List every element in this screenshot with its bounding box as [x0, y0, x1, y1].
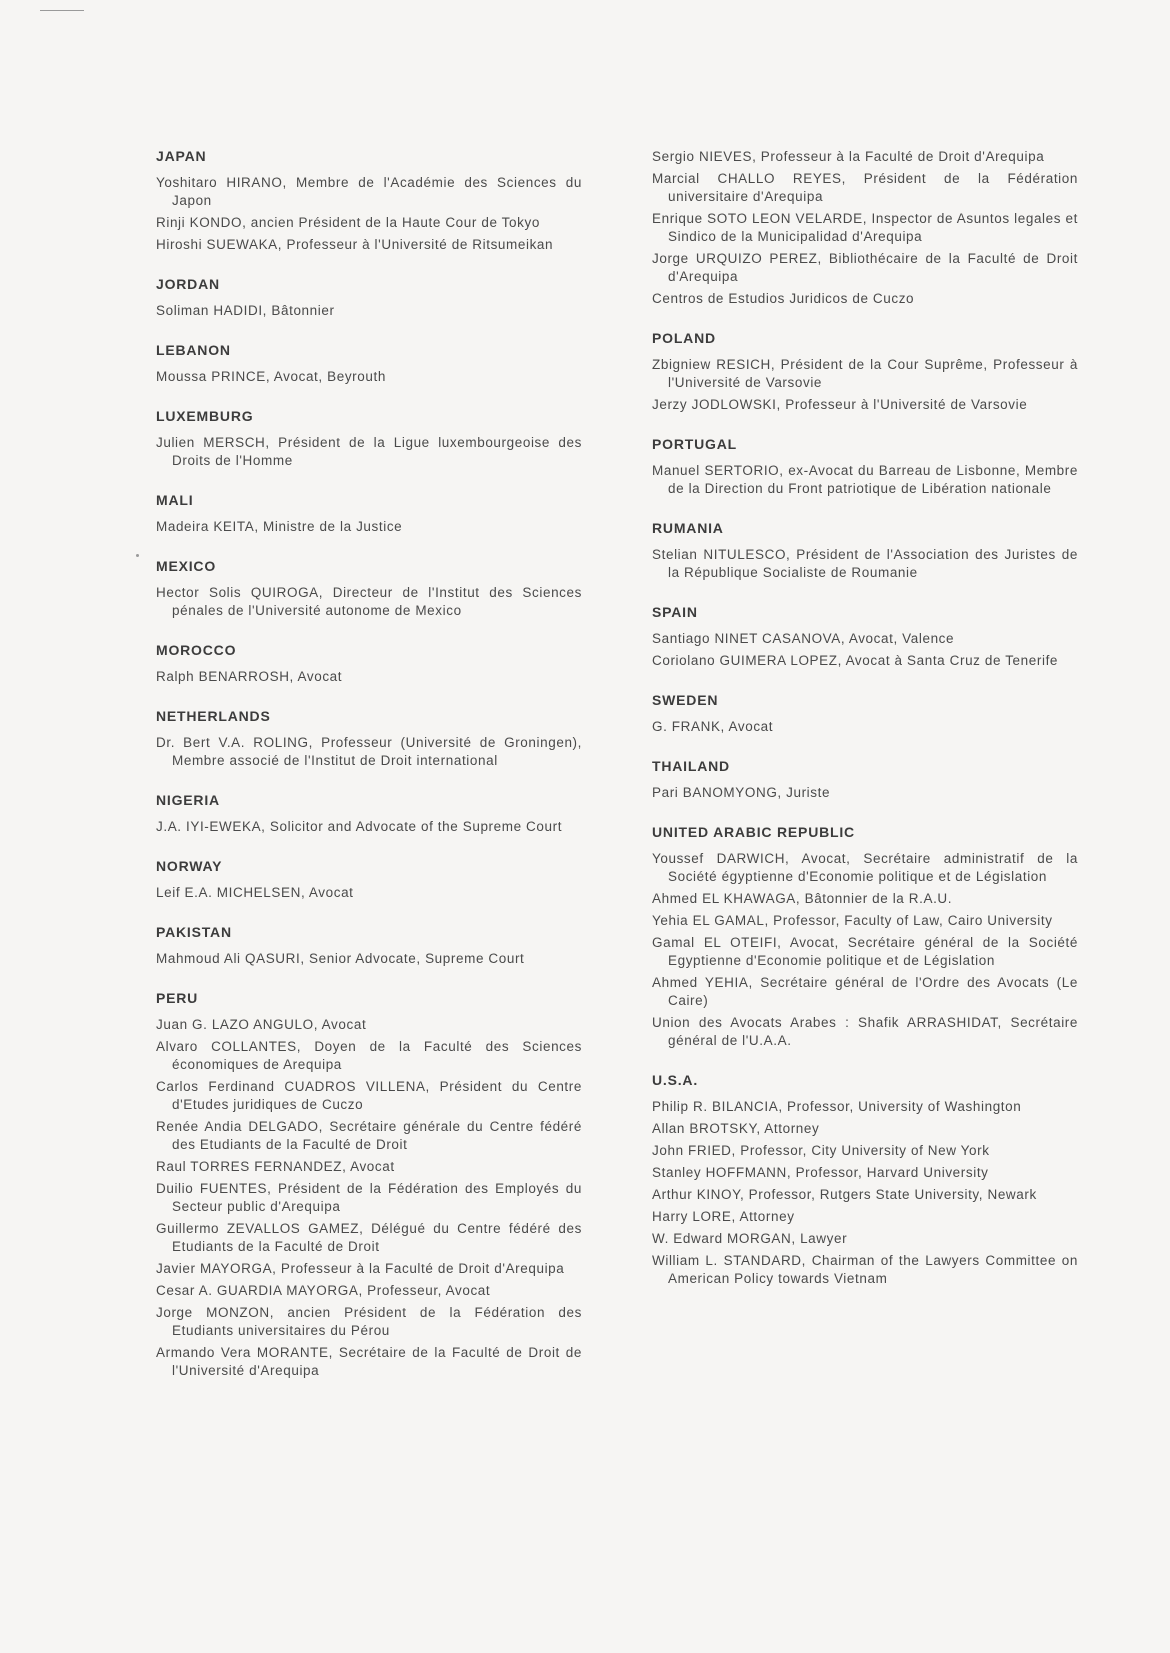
- member-entry: Mahmoud Ali QASURI, Senior Advocate, Supreme Court: [156, 951, 525, 966]
- member-entry: Sergio NIEVES, Professeur à la Faculté de Droit d'Arequipa: [652, 149, 1045, 164]
- country-heading: MOROCCO: [156, 642, 237, 658]
- country-heading: MALI: [156, 492, 194, 508]
- country-section: [652, 824, 1078, 1050]
- right-column: [652, 148, 1078, 1310]
- country-section: [156, 858, 582, 902]
- country-heading: NETHERLANDS: [156, 708, 271, 724]
- member-entry: Allan BROTSKY, Attorney: [652, 1121, 820, 1136]
- member-entry: Renée Andia DELGADO, Secrétaire générale du Centre fédéré des Etudiants de la Faculté de Droit: [156, 1119, 582, 1152]
- country-heading: THAILAND: [652, 758, 730, 774]
- country-section: [652, 330, 1078, 414]
- country-heading: JAPAN: [156, 148, 207, 164]
- country-section: [156, 642, 582, 686]
- country-section: [156, 924, 582, 968]
- country-section: [652, 1072, 1078, 1288]
- country-section: [156, 342, 582, 386]
- member-entry: Jorge URQUIZO PEREZ, Bibliothécaire de la Faculté de Droit d'Arequipa: [652, 251, 1078, 284]
- member-entry: Juan G. LAZO ANGULO, Avocat: [156, 1017, 367, 1032]
- country-section: [156, 148, 582, 254]
- member-entry: Manuel SERTORIO, ex-Avocat du Barreau de Lisbonne, Membre de la Direction du Front patriotique de Libération nationale: [652, 463, 1078, 496]
- country-section: [156, 990, 582, 1380]
- country-heading: NIGERIA: [156, 792, 220, 808]
- member-entry: Madeira KEITA, Ministre de la Justice: [156, 519, 403, 534]
- country-heading: PORTUGAL: [652, 436, 737, 452]
- member-entry: Julien MERSCH, Président de la Ligue luxembourgeoise des Droits de l'Homme: [156, 435, 582, 468]
- member-entry: William L. STANDARD, Chairman of the Lawyers Committee on American Policy towards Vietnam: [652, 1253, 1078, 1286]
- member-entry: Duilio FUENTES, Président de la Fédération des Employés du Secteur public d'Arequipa: [156, 1181, 582, 1214]
- member-entry: Alvaro COLLANTES, Doyen de la Faculté des Sciences économiques de Arequipa: [156, 1039, 582, 1072]
- country-section: [652, 604, 1078, 670]
- country-section: [156, 408, 582, 470]
- country-heading: POLAND: [652, 330, 716, 346]
- member-entry: Armando Vera MORANTE, Secrétaire de la Faculté de Droit de l'Université d'Arequipa: [156, 1345, 582, 1378]
- member-entry: John FRIED, Professor, City University of New York: [652, 1143, 990, 1158]
- member-entry: Raul TORRES FERNANDEZ, Avocat: [156, 1159, 395, 1174]
- country-heading: JORDAN: [156, 276, 220, 292]
- country-heading: LUXEMBURG: [156, 408, 254, 424]
- country-section: [156, 792, 582, 836]
- member-entry: Yoshitaro HIRANO, Membre de l'Académie des Sciences du Japon: [156, 175, 582, 208]
- member-entry: Union des Avocats Arabes : Shafik ARRASHIDAT, Secrétaire général de l'U.A.A.: [652, 1015, 1078, 1048]
- country-heading: SWEDEN: [652, 692, 719, 708]
- member-entry: Pari BANOMYONG, Juriste: [652, 785, 831, 800]
- member-entry: Marcial CHALLO REYES, Président de la Fédération universitaire d'Arequipa: [652, 171, 1078, 204]
- country-heading: LEBANON: [156, 342, 231, 358]
- member-entry: Carlos Ferdinand CUADROS VILLENA, Président du Centre d'Etudes juridiques de Cuczo: [156, 1079, 582, 1112]
- country-heading: SPAIN: [652, 604, 698, 620]
- scan-mark: [40, 10, 84, 11]
- country-section: [652, 436, 1078, 498]
- member-entry: G. FRANK, Avocat: [652, 719, 774, 734]
- country-heading: MEXICO: [156, 558, 217, 574]
- scan-dot: [136, 554, 139, 557]
- country-section: [652, 758, 1078, 802]
- country-section: [156, 558, 582, 620]
- country-section: [156, 492, 582, 536]
- country-section: [156, 276, 582, 320]
- member-entry: Jorge MONZON, ancien Président de la Fédération des Etudiants universitaires du Pérou: [156, 1305, 582, 1338]
- member-entry: Stanley HOFFMANN, Professor, Harvard University: [652, 1165, 989, 1180]
- member-entry: Gamal EL OTEIFI, Avocat, Secrétaire général de la Société Egyptienne d'Economie politique et de Législation: [652, 935, 1078, 968]
- country-heading: RUMANIA: [652, 520, 724, 536]
- member-entry: Stelian NITULESCO, Président de l'Association des Juristes de la République Socialiste de Roumanie: [652, 547, 1078, 580]
- member-entry: Leif E.A. MICHELSEN, Avocat: [156, 885, 354, 900]
- country-heading: PERU: [156, 990, 199, 1006]
- country-section: [156, 708, 582, 770]
- country-heading: UNITED ARABIC REPUBLIC: [652, 824, 855, 840]
- member-entry: Hector Solis QUIROGA, Directeur de l'Institut des Sciences pénales de l'Université autonome de Mexico: [156, 585, 582, 618]
- member-entry: Arthur KINOY, Professor, Rutgers State University, Newark: [652, 1187, 1037, 1202]
- member-entry: Javier MAYORGA, Professeur à la Faculté de Droit d'Arequipa: [156, 1261, 565, 1276]
- member-entry: J.A. IYI-EWEKA, Solicitor and Advocate of the Supreme Court: [156, 819, 563, 834]
- member-entry: Ahmed EL KHAWAGA, Bâtonnier de la R.A.U.: [652, 891, 953, 906]
- member-entry: Youssef DARWICH, Avocat, Secrétaire administratif de la Société égyptienne d'Economie politique et de Législation: [652, 851, 1078, 884]
- member-entry: Jerzy JODLOWSKI, Professeur à l'Université de Varsovie: [652, 397, 1028, 412]
- member-entry: Ralph BENARROSH, Avocat: [156, 669, 343, 684]
- country-heading: PAKISTAN: [156, 924, 232, 940]
- member-entry: Cesar A. GUARDIA MAYORGA, Professeur, Avocat: [156, 1283, 491, 1298]
- country-section: [652, 520, 1078, 582]
- member-entry: Hiroshi SUEWAKA, Professeur à l'Université de Ritsumeikan: [156, 237, 554, 252]
- left-column: [156, 148, 582, 1402]
- member-entry: Moussa PRINCE, Avocat, Beyrouth: [156, 369, 386, 384]
- member-entry: Rinji KONDO, ancien Président de la Haute Cour de Tokyo: [156, 215, 540, 230]
- member-entry: Ahmed YEHIA, Secrétaire général de l'Ordre des Avocats (Le Caire): [652, 975, 1078, 1008]
- member-entry: Dr. Bert V.A. ROLING, Professeur (Université de Groningen), Membre associé de l'Institut de Droit international: [156, 735, 582, 768]
- member-entry: W. Edward MORGAN, Lawyer: [652, 1231, 848, 1246]
- member-entry: Yehia EL GAMAL, Professor, Faculty of Law, Cairo University: [652, 913, 1053, 928]
- member-entry: Zbigniew RESICH, Président de la Cour Suprême, Professeur à l'Université de Varsovie: [652, 357, 1078, 390]
- country-section: [652, 148, 1078, 308]
- member-entry: Centros de Estudios Juridicos de Cuczo: [652, 291, 915, 306]
- member-entry: Philip R. BILANCIA, Professor, University of Washington: [652, 1099, 1022, 1114]
- country-heading: NORWAY: [156, 858, 223, 874]
- member-entry: Harry LORE, Attorney: [652, 1209, 795, 1224]
- member-entry: Guillermo ZEVALLOS GAMEZ, Délégué du Centre fédéré des Etudiants de la Faculté de Droit: [156, 1221, 582, 1254]
- country-heading: U.S.A.: [652, 1072, 699, 1088]
- member-entry: Coriolano GUIMERA LOPEZ, Avocat à Santa Cruz de Tenerife: [652, 653, 1059, 668]
- country-section: [652, 692, 1078, 736]
- member-entry: Santiago NINET CASANOVA, Avocat, Valence: [652, 631, 955, 646]
- member-entry: Soliman HADIDI, Bâtonnier: [156, 303, 335, 318]
- member-entry: Enrique SOTO LEON VELARDE, Inspector de Asuntos legales et Sindico de la Municipalidad d'Arequipa: [652, 211, 1078, 244]
